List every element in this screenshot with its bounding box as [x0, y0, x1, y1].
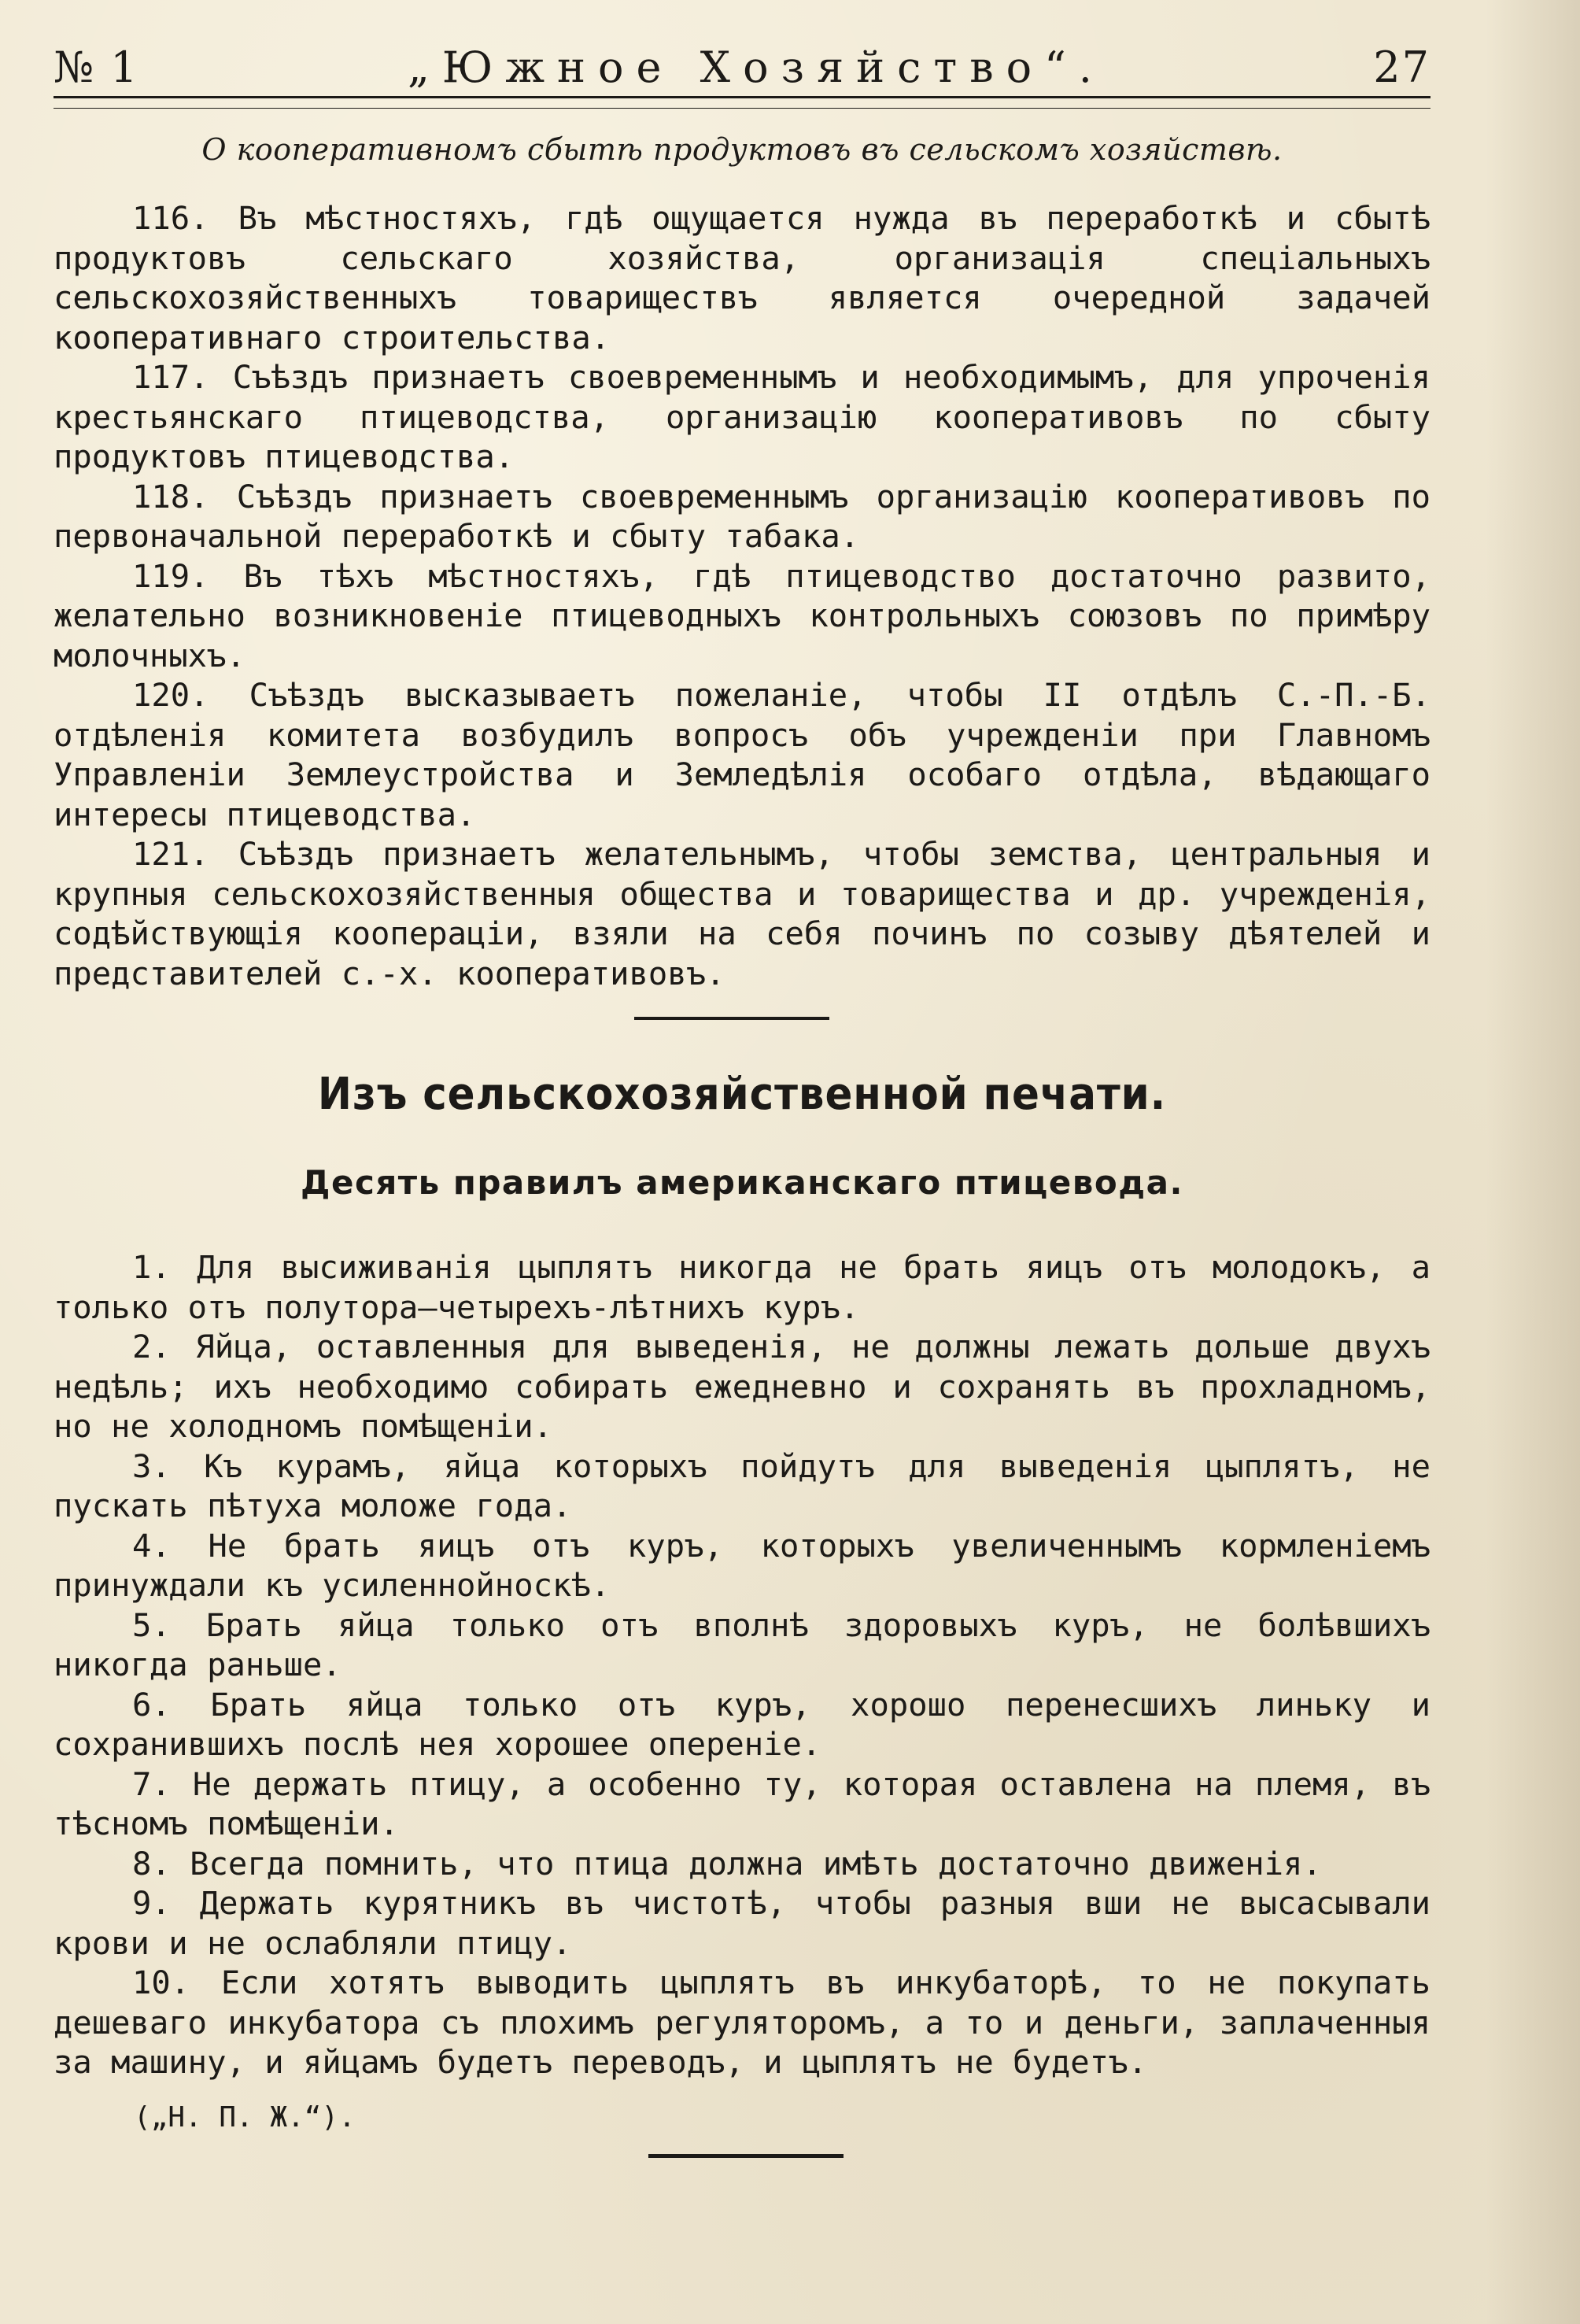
- header-double-rule: [54, 96, 1430, 109]
- resolutions-block: [54, 198, 1430, 993]
- end-divider: [648, 2154, 844, 2158]
- article-subheading: Десять правилъ американскаго птицевода.: [301, 1163, 1183, 1202]
- rule-paragraph: 2. Яйца, оставленныя для выведенія, не должны лежать дольше двухъ недѣль; ихъ необходимо собирать ежедневно и сохранять въ прохладномъ, но не холодномъ помѣщеніи.: [54, 1328, 1430, 1445]
- rule-paragraph: 6. Брать яйца только отъ куръ, хорошо перенесшихъ линьку и сохранившихъ послѣ нея хорошее опереніе.: [54, 1685, 1430, 1763]
- rule-paragraph: 10. Если хотятъ выводить цыплятъ въ инкубаторѣ, то не покупать дешеваго инкубатора съ плохимъ регуляторомъ, а то и деньги, заплаченныя за машину, и яйцамъ будетъ переводъ, и цыплятъ не будетъ.: [54, 1964, 1430, 2081]
- rule-paragraph: 3. Къ курамъ, яйца которыхъ пойдутъ для выведенія цыплятъ, не пускать пѣтуха моложе года.: [54, 1446, 1430, 1524]
- rule-paragraph: 8. Всегда помнить, что птица должна имѣть достаточно движенія.: [132, 1844, 1322, 1882]
- resolution-paragraph: 118. Съѣздъ признаетъ своевременнымъ организацію кооперативовъ по первоначальной переработкѣ и сбыту табака.: [54, 477, 1430, 555]
- issue-number: № 1: [54, 42, 139, 92]
- resolution-paragraph: 119. Въ тѣхъ мѣстностяхъ, гдѣ птицеводство достаточно развито, желательно возникновеніе птицеводныхъ контрольныхъ союзовъ по примѣру молочныхъ.: [54, 556, 1430, 674]
- rules-block: [54, 1247, 1430, 2082]
- page-edge-shadow: [1486, 0, 1580, 2324]
- resolution-paragraph: 120. Съѣздъ высказываетъ пожеланіе, чтобы II отдѣлъ С.-П.-Б. отдѣленія комитета возбудилъ вопросъ объ учрежденіи при Главномъ Управленіи Землеустройства и Земледѣлія особаго отдѣла, вѣдающаго интересы птицеводства.: [54, 676, 1430, 833]
- rule-paragraph: 9. Держать курятникъ въ чистотѣ, чтобы разныя вши не высасывали крови и не ослабляли птицу.: [54, 1884, 1430, 1962]
- resolution-paragraph: 116. Въ мѣстностяхъ, гдѣ ощущается нужда въ переработкѣ и сбытѣ продуктовъ сельскаго хозяйства, организація спеціальныхъ сельскохозяйственныхъ товариществъ является очередной задачей кооперативнаго строительства.: [54, 199, 1430, 357]
- page-number: 27: [1373, 42, 1430, 92]
- resolution-paragraph: 121. Съѣздъ признаетъ желательнымъ, чтобы земства, центральныя и крупныя сельскохозяйственныя общества и товарищества и др. учрежденія, содѣйствующія кооперацiи, взяли на себя починъ по созыву дѣятелей и представителей с.-х. кооперативовъ.: [54, 835, 1430, 992]
- source-citation: („Н. П. Ж.“).: [134, 2101, 356, 2134]
- rule-paragraph: 5. Брать яйца только отъ вполнѣ здоровыхъ куръ, не болѣвшихъ никогда раньше.: [54, 1605, 1430, 1683]
- section-title: О кооперативномъ сбытѣ продуктовъ въ сельскомъ хозяйствѣ.: [201, 132, 1283, 167]
- section-divider: [634, 1017, 829, 1020]
- rule-paragraph: 1. Для высиживанія цыплятъ никогда не брать яицъ отъ молодокъ, а только отъ полутора—четырехъ-лѣтнихъ куръ.: [54, 1248, 1430, 1326]
- rule-paragraph: 7. Не держать птицу, а особенно ту, которая оставлена на племя, въ тѣсномъ помѣщеніи.: [54, 1764, 1430, 1842]
- journal-title: „Южное Хозяйство“.: [407, 42, 1105, 92]
- rule-paragraph: 4. Не брать яицъ отъ куръ, которыхъ увеличеннымъ кормленіемъ принуждали къ усиленнойноскѣ.: [54, 1526, 1430, 1604]
- running-head: [54, 31, 1430, 102]
- section-heading: Изъ сельскохозяйственной печати.: [317, 1069, 1167, 1120]
- resolution-paragraph: 117. Съѣздъ признаетъ своевременнымъ и необходимымъ, для упроченія крестьянскаго птицеводства, организацію кооперативовъ по сбыту продуктовъ птицеводства.: [54, 358, 1430, 475]
